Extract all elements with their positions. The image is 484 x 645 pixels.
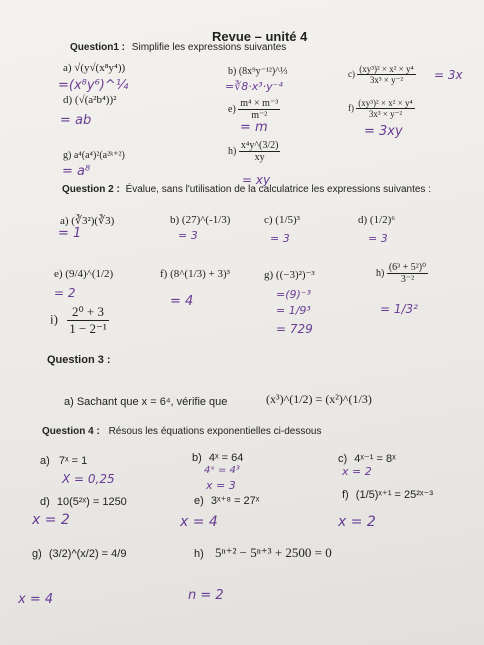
q4-c-id: c) xyxy=(338,453,348,465)
q1-f-num: (xy³)² × x² × y⁴ xyxy=(358,98,413,108)
q4-e-id: e) xyxy=(194,495,204,507)
q1-b-id: b) xyxy=(228,66,237,77)
q4-b-id: b) xyxy=(192,452,202,464)
q4-label: Question 4 : xyxy=(42,426,100,437)
q2-d-answer: = 3 xyxy=(368,232,388,245)
q2-g-expr: ((−3)²)⁻³ xyxy=(275,269,315,281)
q2-f-answer: = 4 xyxy=(170,294,194,309)
q3-statement: a) Sachant que x = 6⁴, vérifie que xyxy=(64,396,228,408)
q2-c-expr: (1/5)³ xyxy=(275,214,300,226)
q2-item-e xyxy=(54,268,113,280)
q4-item-g xyxy=(32,548,126,560)
q4-d-answer: x = 2 xyxy=(32,512,70,528)
q2-a-answer: = 1 xyxy=(58,226,82,241)
q4-item-b xyxy=(192,452,243,464)
q2-h-answer: = 1/3² xyxy=(380,302,418,316)
q4-e-answer: x = 4 xyxy=(180,514,218,530)
q1-e-num: m⁴ × m⁻³ xyxy=(240,98,279,109)
q2-b-expr: (27)^(-1/3) xyxy=(181,214,231,226)
q4-b-answer: x = 3 xyxy=(206,479,236,492)
q2-item-i xyxy=(50,304,109,337)
q3-label: Question 3 : xyxy=(47,354,111,366)
q1-h-id: h) xyxy=(228,145,237,157)
q2-h-id: h) xyxy=(376,267,385,279)
q4-f-answer: x = 2 xyxy=(338,514,376,530)
q1-h-fraction xyxy=(239,140,281,163)
q1-label: Question1 : xyxy=(70,42,126,53)
q2-a-expr: (∛3²)(∛3) xyxy=(71,215,115,227)
q4-a-answer: X = 0,25 xyxy=(62,472,115,486)
q2-f-id: f) xyxy=(160,268,168,280)
q1-b-answer: =∛8·x³·y⁻⁴ xyxy=(225,80,283,93)
q1-f-den: 3x³ × y⁻² xyxy=(368,109,403,119)
q1-h-answer: = xy xyxy=(242,173,271,187)
q4-h-answer: n = 2 xyxy=(188,588,224,603)
q4-instruction: Résous les équations exponentielles ci-dessous xyxy=(108,426,322,437)
q2-label: Question 2 : xyxy=(62,184,120,195)
q4-g-answer: x = 4 xyxy=(18,592,54,607)
q1-d-answer: = ab xyxy=(60,113,92,128)
q1-c-num: (xy³)² × x² × y⁴ xyxy=(359,64,414,74)
q3-expression: (x³)^(1/2) = (x²)^(1/3) xyxy=(266,392,372,406)
q4-e-eq: 3ˣ⁺⁸ = 27ˣ xyxy=(210,495,260,507)
q4-b-work: 4ˣ = 4³ xyxy=(204,465,240,476)
q1-header xyxy=(70,42,286,53)
q1-h-num: x⁴y^(3/2) xyxy=(240,140,279,151)
q2-h-fraction xyxy=(387,262,428,285)
q1-c-fraction xyxy=(357,64,415,86)
q2-f-expr: (8^(1/3) + 3)³ xyxy=(170,268,230,280)
q2-d-id: d) xyxy=(358,214,368,226)
q1-c-answer: = 3x xyxy=(434,68,463,82)
q1-d-expr: (√(a²b⁴))² xyxy=(74,94,117,106)
q2-instruction: Évalue, sans l'utilisation de la calculatrice les expressions suivantes : xyxy=(125,184,431,195)
q4-g-eq: (3/2)^(x/2) = 4/9 xyxy=(48,548,127,560)
q1-f-id: f) xyxy=(348,103,354,114)
q4-item-e xyxy=(194,494,259,507)
q4-a-id: a) xyxy=(40,455,50,467)
q1-g-id: g) xyxy=(63,150,72,161)
q4-item-a xyxy=(40,455,87,467)
q2-item-b xyxy=(170,214,230,226)
q4-h-id: h) xyxy=(194,548,204,560)
q4-item-c xyxy=(338,452,396,465)
q4-d-id: d) xyxy=(40,496,50,508)
q4-b-eq: 4ˣ = 64 xyxy=(208,452,244,464)
q1-item-h xyxy=(228,140,280,163)
q2-a-id: a) xyxy=(60,215,69,227)
q2-c-answer: = 3 xyxy=(270,232,290,245)
q4-f-eq: (1/5)ˣ⁺¹ = 25²ˣ⁻³ xyxy=(355,489,434,501)
q2-h-num: (6³ + 5²)⁰ xyxy=(388,262,427,273)
q4-f-id: f) xyxy=(342,489,349,501)
q1-d-id: d) xyxy=(63,94,73,106)
q2-i-den: 1 − 2⁻¹ xyxy=(69,321,107,336)
q1-h-den: xy xyxy=(254,152,265,163)
q1-e-fraction xyxy=(238,98,280,121)
q1-f-answer: = 3xy xyxy=(364,124,403,139)
q2-g-work-2: = 729 xyxy=(276,322,313,336)
q1-c-id: c) xyxy=(348,69,355,80)
q1-item-e xyxy=(228,98,280,121)
q4-item-h xyxy=(194,545,332,561)
q1-e-id: e) xyxy=(228,103,236,115)
q4-c-answer: x = 2 xyxy=(342,465,372,478)
q2-g-id: g) xyxy=(264,269,274,281)
q2-e-answer: = 2 xyxy=(54,286,76,300)
q2-item-d xyxy=(358,214,395,226)
page-title: Revue – unité 4 xyxy=(212,29,308,44)
q2-e-id: e) xyxy=(54,268,63,280)
q2-g-work-1: = 1/9³ xyxy=(276,304,311,317)
q4-c-eq: 4ˣ⁻¹ = 8ˣ xyxy=(354,453,396,465)
q4-item-d xyxy=(40,496,127,508)
q2-g-answer: =(9)⁻³ xyxy=(276,288,312,301)
q2-d-expr: (1/2)⁶ xyxy=(369,214,396,226)
q2-e-expr: (9/4)^(1/2) xyxy=(65,268,114,280)
q2-i-num: 2⁰ + 3 xyxy=(67,304,109,321)
q1-e-answer: = m xyxy=(240,120,268,135)
q1-f-fraction xyxy=(356,98,414,120)
q4-d-eq: 10(5²ˣ) = 1250 xyxy=(56,496,127,508)
q1-item-b xyxy=(228,66,287,77)
q2-item-h xyxy=(376,262,428,285)
q1-instruction: Simplifie les expressions suivantes xyxy=(131,42,287,53)
q2-h-den: 3⁻² xyxy=(400,274,415,285)
q2-header xyxy=(62,184,431,195)
q2-b-answer: = 3 xyxy=(178,229,198,242)
q2-item-c xyxy=(264,214,300,226)
q1-g-answer: = a⁸ xyxy=(62,164,91,179)
q1-item-g xyxy=(63,150,125,161)
q4-item-f xyxy=(342,488,433,501)
q1-a-answer: =(x⁸y⁶)^¼ xyxy=(58,78,129,93)
q4-h-eq: 5ⁿ⁺² − 5ⁿ⁺³ + 2500 = 0 xyxy=(215,545,332,560)
q1-b-expr: (8x⁹y⁻¹²)^⅓ xyxy=(238,66,288,77)
q4-g-id: g) xyxy=(32,548,42,560)
q1-item-c xyxy=(348,64,416,86)
q1-c-den: 3x³ × y⁻² xyxy=(369,75,404,85)
q2-c-id: c) xyxy=(264,214,273,226)
q1-a-id: a) xyxy=(63,62,72,74)
q2-item-g xyxy=(264,268,315,281)
q1-a-expr: √(y√(x⁸y⁴)) xyxy=(74,62,126,74)
q2-i-fraction xyxy=(67,304,109,337)
q2-b-id: b) xyxy=(170,214,180,226)
q1-item-a xyxy=(63,62,125,74)
q2-item-f xyxy=(160,268,230,280)
q1-item-f xyxy=(348,98,415,120)
q4-a-eq: 7ˣ = 1 xyxy=(58,455,88,467)
q4-header xyxy=(42,426,321,437)
q1-item-d xyxy=(63,94,116,106)
q1-g-expr: a⁴(a⁴)²(a²ᵏ⁺²) xyxy=(73,150,125,161)
q2-i-id: i) xyxy=(50,311,58,327)
q1-e-den: m⁻² xyxy=(251,110,268,121)
